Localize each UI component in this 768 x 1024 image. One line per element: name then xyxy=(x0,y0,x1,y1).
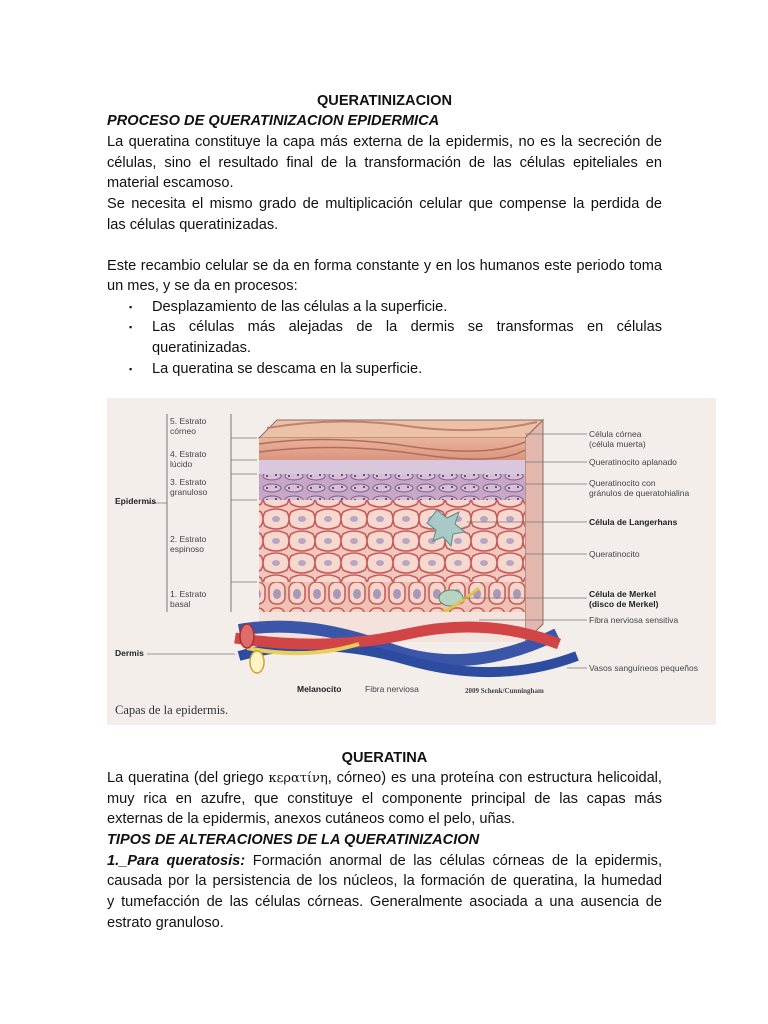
para1-line3: material escamoso. xyxy=(107,175,234,191)
label-epidermis: Epidermis xyxy=(115,496,157,506)
label-queratinocito: Queratinocito xyxy=(589,549,640,559)
section-subtitle: PROCESO DE QUERATINIZACION EPIDERMICA xyxy=(107,113,440,129)
bullet-marker: ▪ xyxy=(129,302,133,312)
bullet-marker: ▪ xyxy=(129,364,133,374)
bullet-item-continued: queratinizadas. xyxy=(152,340,251,356)
label-dermis: Dermis xyxy=(115,648,144,658)
queratina-line3: externas de la epidermis, anexos cutáneos como el pelo, uñas. xyxy=(107,811,516,827)
label-estrato-lucido: 4. Estrato lúcido xyxy=(170,449,207,469)
bullet-item: La queratina se descama en la superficie. xyxy=(152,361,423,377)
bullet-item: Desplazamiento de las células a la superficie. xyxy=(152,299,448,315)
label-melanocito: Melanocito xyxy=(297,684,342,694)
epidermis-layers-figure xyxy=(107,398,716,725)
label-vasos-sanguineos: Vasos sanguíneos pequeños xyxy=(589,663,699,673)
bullet-item: Las células más alejadas de la dermis se transformas en células xyxy=(152,319,662,335)
label-fibra-nerviosa: Fibra nerviosa xyxy=(365,684,419,694)
para3-line2: un mes, y se da en procesos: xyxy=(107,278,298,294)
page-title: QUERATINIZACION xyxy=(316,93,453,109)
queratina-line2: muy rica en azufre, que constituye el componente principal de las capas más xyxy=(107,791,662,807)
tipo1-line1: 1._Para queratosis: Formación anormal de las células córneas de la epidermis, xyxy=(107,853,662,869)
queratina-line1: La queratina (del griego κερατίνη, córneo) es una proteína con estructura helicoidal, xyxy=(107,770,662,786)
greek-word: κερατίνη xyxy=(268,771,328,786)
label-estrato-corneo: 5. Estrato córneo xyxy=(170,416,207,436)
para1-line1: La queratina constituye la capa más externa de la epidermis, no es la secreción de xyxy=(107,134,662,150)
para2-line2: las células queratinizadas. xyxy=(107,217,279,233)
figure-credit: 2009 Schenk/Cunningham xyxy=(465,687,544,695)
label-celula-langerhans: Célula de Langerhans xyxy=(589,517,678,527)
label-estrato-basal: 1. Estrato basal xyxy=(170,589,207,609)
queratina-heading: QUERATINA xyxy=(341,750,428,766)
figure-caption: Capas de la epidermis. xyxy=(115,703,229,717)
tipos-heading: TIPOS DE ALTERACIONES DE LA QUERATINIZACION xyxy=(107,832,480,848)
para2-line1: Se necesita el mismo grado de multiplicación celular que compense la perdida de xyxy=(107,196,662,212)
bullet-marker: ▪ xyxy=(129,322,133,332)
label-celula-merkel: Célula de Merkel (disco de Merkel) xyxy=(589,589,659,609)
para3-line1: Este recambio celular se da en forma constante y en los humanos este periodo toma xyxy=(107,258,662,274)
label-queratinocito-granulos: Queratinocito con gránulos de queratohialina xyxy=(589,478,690,498)
para1-line2: células, sino el resultado final de la transformación de las células epiteliales en xyxy=(107,155,662,171)
label-celula-cornea: Célula córnea (célula muerta) xyxy=(589,429,646,449)
tipo1-line4: estrato granuloso. xyxy=(107,915,224,931)
label-estrato-granuloso: 3. Estrato granuloso xyxy=(170,477,208,497)
label-estrato-espinoso: 2. Estrato espinoso xyxy=(170,534,207,554)
label-queratinocito-aplanado: Queratinocito aplanado xyxy=(589,457,677,467)
label-fibra-sensitiva: Fibra nerviosa sensitiva xyxy=(589,615,679,625)
tipo1-label: 1._Para queratosis: xyxy=(107,853,246,869)
tipo1-line2: causada por la persistencia de los núcleos, la formación de queratina, la humedad xyxy=(107,873,662,889)
tipo1-line3: y tumefacción de las células córneas. Generalmente asociada a una ausencia de xyxy=(107,894,662,910)
